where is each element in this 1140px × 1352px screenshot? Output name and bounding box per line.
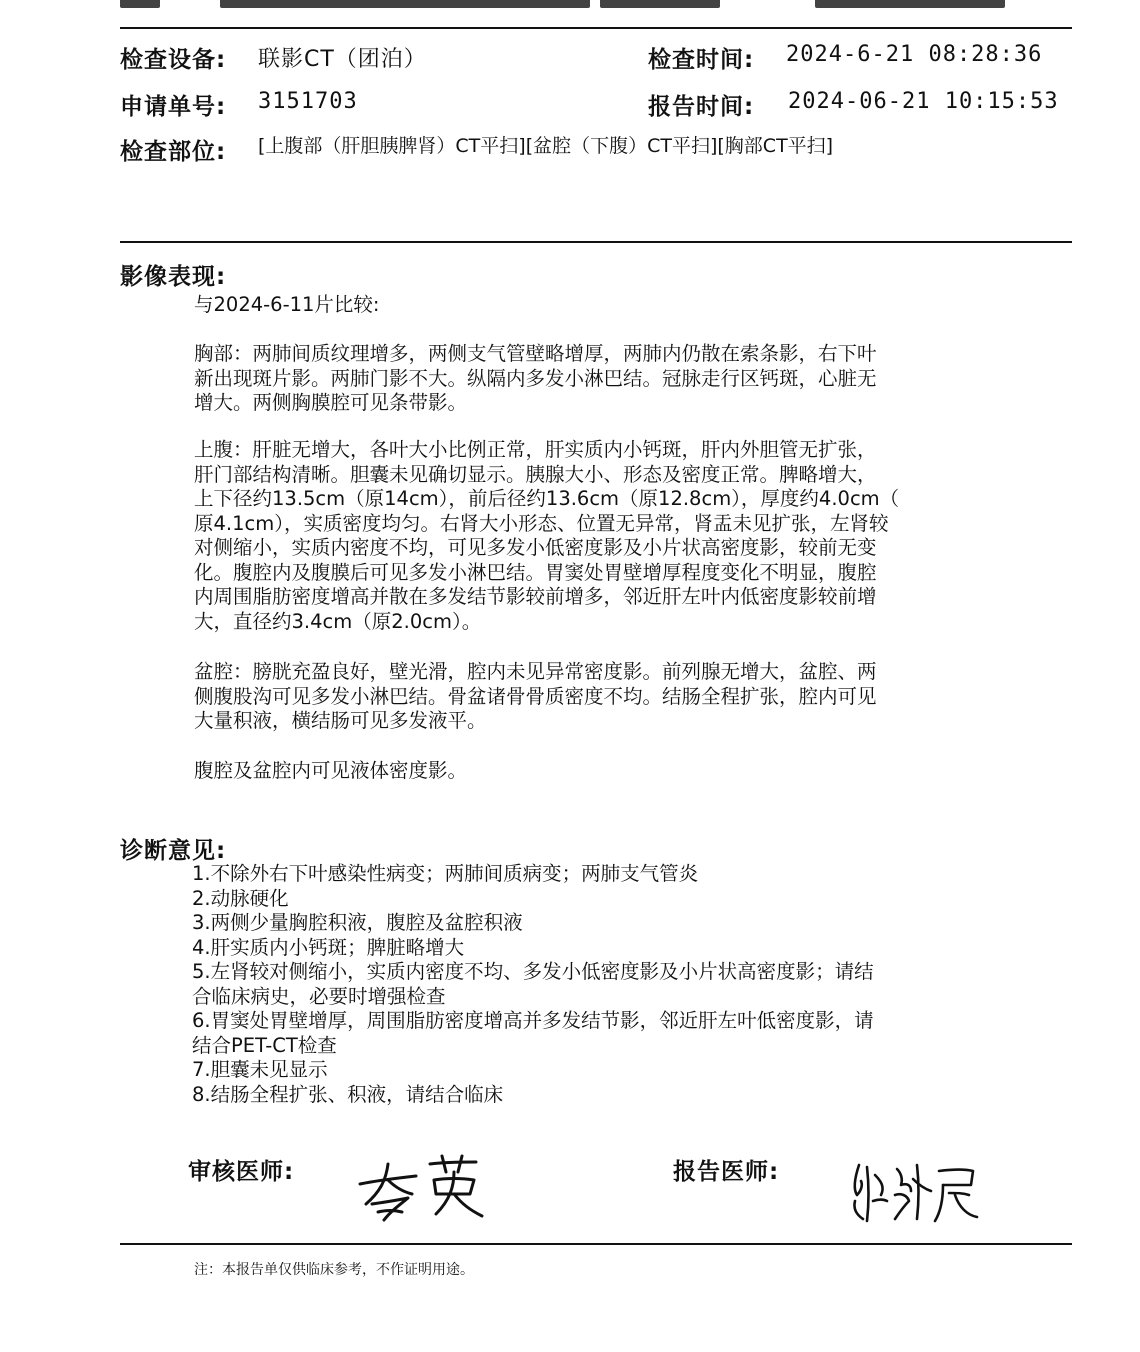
diagnosis-item: 6.胃窦处胃壁增厚，周围脂肪密度增高并多发结节影，邻近肝左叶低密度影，请 结合PET-CT检查	[192, 1009, 874, 1057]
report-time-label: 报告时间:	[648, 94, 755, 120]
diagnosis-item: 5.左肾较对侧缩小，实质内密度不均、多发小低密度影及小片状高密度影；请结 合临床病史，必要时增强检查	[192, 960, 874, 1008]
exam-part-label: 检查部位:	[120, 139, 227, 165]
findings-title: 影像表现:	[120, 264, 227, 290]
reviewer-signature	[350, 1150, 490, 1225]
findings-upper-abdomen: 上腹：肝脏无增大，各叶大小比例正常，肝实质内小钙斑，肝内外胆管无扩张， 肝门部结构清晰。胆囊未见确切显示。胰腺大小、形态及密度正常。脾略增大， 上下径约13.5cm（原14cm），前后径约13.6cm（原12.8cm），厚度约4.0cm（ 原4.1cm），实质密度均匀。右肾大小形态、位置无异常，肾盂未见扩张，左肾较 对侧缩小，实质内密度不均，可见多发小低密度影及小片状高密度影，较前无变 化。腹腔内及腹膜后可见多发小淋巴结。胃窦处胃壁增厚程度变化不明显，腹腔 内周围脂肪密度增高并散在多发结节影较前增多，邻近肝左叶内低密度影较前增 大，直径约3.4cm（原2.0cm）。	[194, 438, 900, 633]
diagnosis-title: 诊断意见:	[120, 838, 227, 864]
reporter-signature	[845, 1155, 985, 1227]
reviewer-label: 审核医师:	[188, 1159, 295, 1185]
diagnosis-item: 2.动脉硬化	[192, 886, 289, 910]
findings-rule	[120, 241, 1072, 243]
diagnosis-list	[192, 862, 1042, 1107]
clipped-header-row	[120, 0, 1072, 10]
diagnosis-item: 1.不除外右下叶感染性病变；两肺间质病变；两肺支气管炎	[192, 862, 699, 885]
equipment-value: 联影CT（团泊）	[258, 47, 427, 72]
diagnosis-item: 7.胆囊未见显示	[192, 1058, 328, 1081]
findings-chest: 胸部：两肺间质纹理增多，两侧支气管壁略增厚，两肺内仍散在索条影，右下叶 新出现斑片影。两肺门影不大。纵隔内多发小淋巴结。冠脉走行区钙斑，心脏无 增大。两侧胸膜腔可见条带影。	[194, 342, 877, 414]
clipped-text	[220, 0, 590, 8]
clipped-text	[120, 0, 160, 8]
footer-note: 注：本报告单仅供临床参考，不作证明用途。	[194, 1262, 474, 1278]
request-no-value: 3151703	[258, 89, 358, 114]
diagnosis-item: 8.结肠全程扩张、积液，请结合临床	[192, 1082, 504, 1106]
exam-time-label: 检查时间:	[648, 47, 755, 73]
request-no-label: 申请单号:	[120, 94, 227, 120]
reporter-label: 报告医师:	[673, 1159, 780, 1185]
findings-fluid: 腹腔及盆腔内可见液体密度影。	[194, 759, 468, 782]
header-top-rule	[120, 27, 1072, 29]
findings-pelvis: 盆腔：膀胱充盈良好，壁光滑，腔内未见异常密度影。前列腺无增大，盆腔、两 侧腹股沟可见多发小淋巴结。骨盆诸骨骨质密度不均。结肠全程扩张，腔内可见 大量积液，横结肠可见多发液平。	[194, 660, 877, 732]
clipped-text	[815, 0, 1005, 8]
diagnosis-item: 4.肝实质内小钙斑；脾脏略增大	[192, 935, 465, 959]
report-time-value: 2024-06-21 10:15:53	[788, 89, 1059, 114]
footer-rule	[120, 1243, 1072, 1245]
exam-part-value: [上腹部（肝胆胰脾肾）CT平扫][盆腔（下腹）CT平扫][胸部CT平扫]	[258, 135, 834, 157]
diagnosis-item: 3.两侧少量胸腔积液，腹腔及盆腔积液	[192, 911, 523, 934]
exam-time-value: 2024-6-21 08:28:36	[786, 42, 1043, 67]
clipped-text	[600, 0, 720, 8]
equipment-label: 检查设备:	[120, 47, 227, 73]
findings-intro: 与2024-6-11片比较:	[194, 293, 380, 316]
